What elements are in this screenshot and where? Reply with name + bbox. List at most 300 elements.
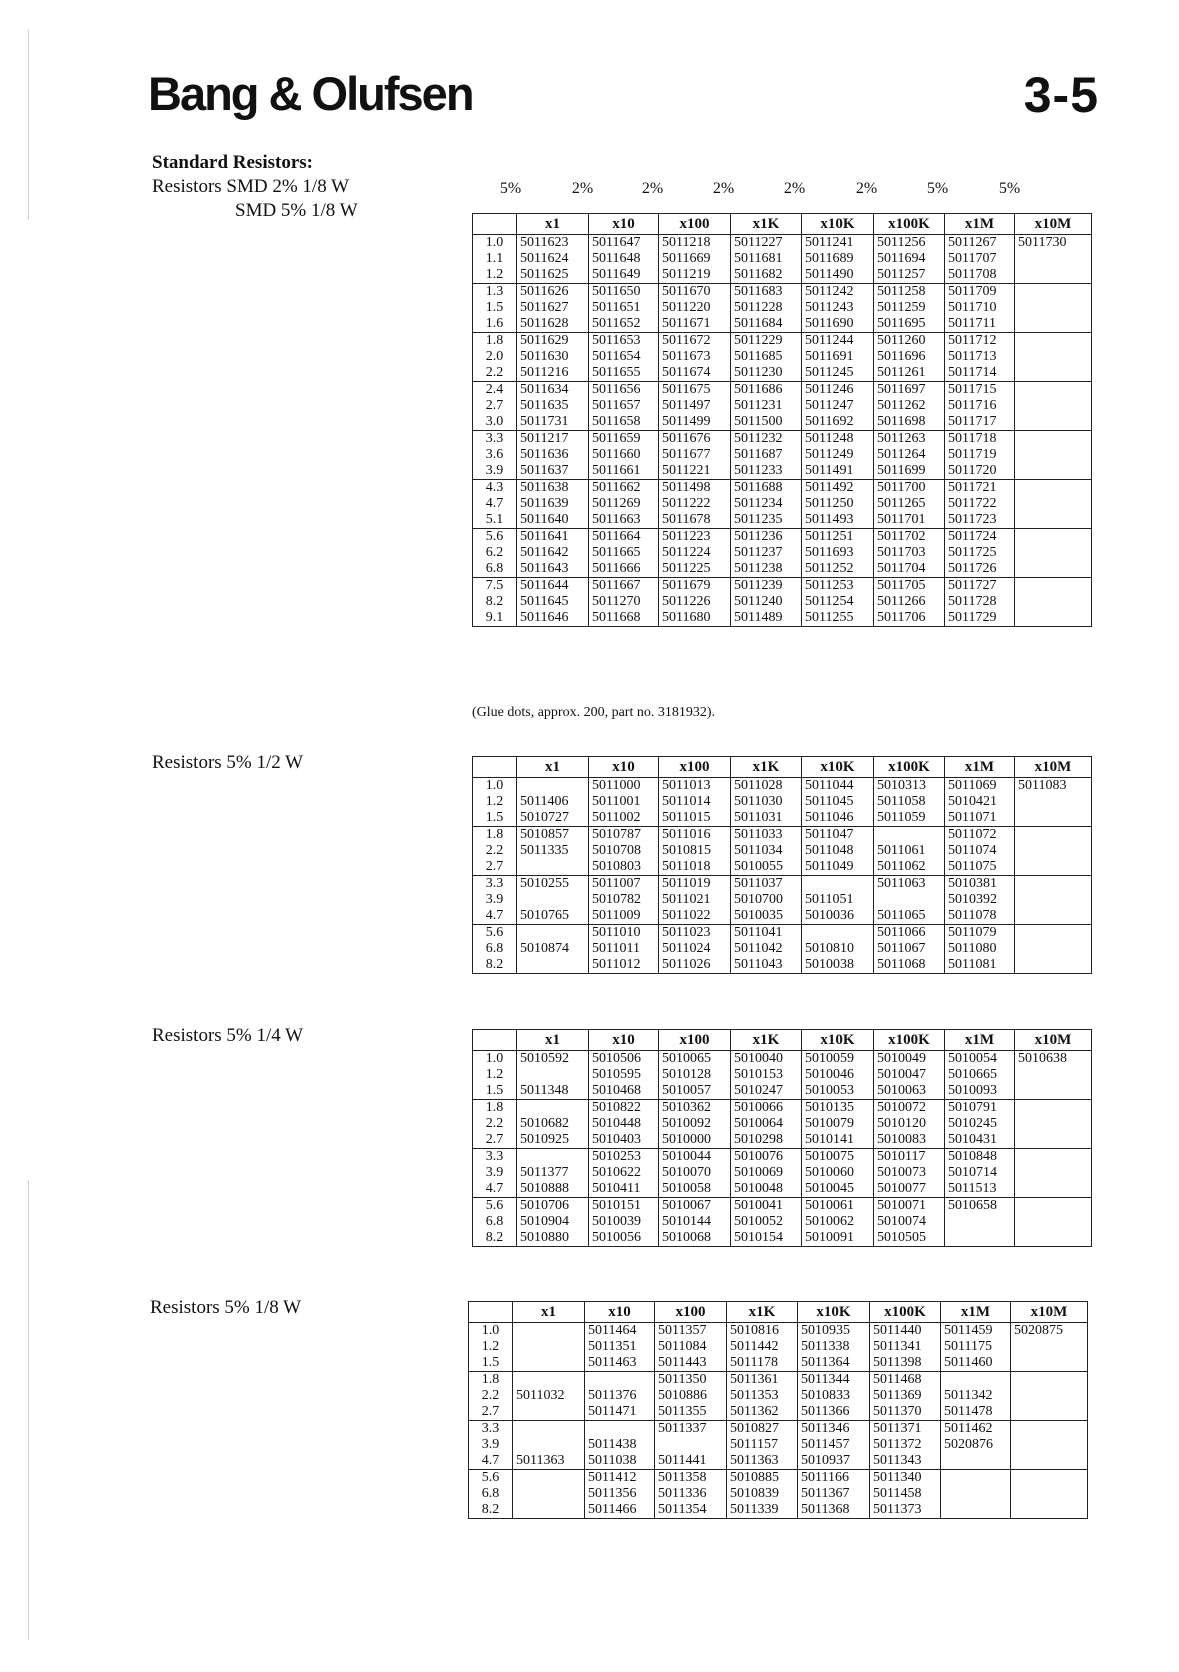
part-number: 5011626 [517,284,589,301]
part-number [1011,1453,1088,1470]
part-number [513,1486,585,1502]
table-row [473,778,1092,795]
part-number: 5011639 [517,496,589,512]
part-number [513,1404,585,1421]
part-number: 5011216 [517,365,589,382]
table-row [473,235,1092,252]
base-value: 3.3 [473,876,517,893]
part-number: 5011065 [874,908,945,925]
part-number: 5011681 [731,251,802,267]
part-number: 5011627 [517,300,589,316]
part-number: 5010381 [945,876,1015,893]
part-number: 5010665 [945,1067,1015,1083]
part-number: 5011685 [731,349,802,365]
part-number: 5011226 [659,594,731,610]
base-value: 1.0 [473,778,517,795]
part-number: 5011260 [874,333,945,350]
part-number: 5011489 [731,610,802,627]
part-number: 5011671 [659,316,731,333]
base-value: 5.1 [473,512,517,529]
base-value: 8.2 [473,594,517,610]
part-number: 5011660 [589,447,659,463]
part-number: 5011371 [870,1421,941,1438]
column-header-x1K: x1K [731,214,802,235]
part-number [1015,1230,1092,1247]
base-value: 3.3 [469,1421,513,1438]
base-value: 2.2 [473,843,517,859]
part-number [1011,1355,1088,1372]
part-number [1015,1083,1092,1100]
table-row [473,284,1092,301]
table-row [473,382,1092,399]
table-5pct-quarter-watt [472,1029,1092,1247]
part-number [517,859,589,876]
part-number [585,1421,655,1438]
table-row [469,1323,1088,1340]
part-number: 5010000 [659,1132,731,1149]
base-value: 1.1 [473,251,517,267]
table-row [469,1355,1088,1372]
part-number: 5010411 [589,1181,659,1198]
table-row [473,925,1092,942]
part-number: 5011655 [589,365,659,382]
part-number: 5010448 [589,1116,659,1132]
part-number: 5011230 [731,365,802,382]
part-number: 5010059 [802,1051,874,1068]
part-number [941,1470,1011,1487]
part-number [802,925,874,942]
part-number [1015,859,1092,876]
part-number: 5010682 [517,1116,589,1132]
part-number: 5011683 [731,284,802,301]
part-number: 5011265 [874,496,945,512]
part-number: 5010091 [802,1230,874,1247]
part-number [802,876,874,893]
part-number: 5011441 [655,1453,727,1470]
part-number: 5010063 [874,1083,945,1100]
part-number: 5011219 [659,267,731,284]
part-number: 5010053 [802,1083,874,1100]
part-number: 5011680 [659,610,731,627]
part-number: 5011270 [589,594,659,610]
part-number: 5011011 [589,941,659,957]
table-row [473,1132,1092,1149]
part-number: 5011368 [798,1502,870,1519]
brand-logo-text: Bang & Olufsen [148,67,473,120]
part-number: 5011335 [517,843,589,859]
part-number: 5011034 [731,843,802,859]
part-number: 5011016 [659,827,731,844]
part-number [1011,1470,1088,1487]
part-number: 5011067 [874,941,945,957]
part-number [1011,1502,1088,1519]
part-number: 5011676 [659,431,731,448]
part-number [1015,349,1092,365]
part-number: 5011010 [589,925,659,942]
part-number: 5011249 [802,447,874,463]
part-number: 5011719 [945,447,1015,463]
part-number: 5011048 [802,843,874,859]
part-number: 5010714 [945,1165,1015,1181]
part-number: 5011636 [517,447,589,463]
part-number: 5011356 [585,1486,655,1502]
tolerance-x100K: 2% [855,180,878,197]
part-number: 5011377 [517,1165,589,1181]
part-number: 5011069 [945,778,1015,795]
part-number: 5011442 [727,1339,798,1355]
base-value: 3.9 [469,1437,513,1453]
part-number: 5011722 [945,496,1015,512]
table-row [473,447,1092,463]
part-number: 5011372 [870,1437,941,1453]
part-number: 5010245 [945,1116,1015,1132]
base-value: 5.6 [473,529,517,546]
part-number: 5010135 [802,1100,874,1117]
part-number: 5010066 [731,1100,802,1117]
column-header-x100K: x100K [874,1030,945,1051]
part-number: 5011490 [802,267,874,284]
part-number: 5010052 [731,1214,802,1230]
part-number [1015,251,1092,267]
part-number: 5011061 [874,843,945,859]
part-number: 5011166 [798,1470,870,1487]
part-number: 5010833 [798,1388,870,1404]
part-number [1015,561,1092,578]
part-number: 5011081 [945,957,1015,974]
part-number: 5011022 [659,908,731,925]
table-row [473,365,1092,382]
part-number [1015,594,1092,610]
part-number: 5011665 [589,545,659,561]
base-value: 1.8 [473,1100,517,1117]
part-number: 5011366 [798,1404,870,1421]
part-number: 5011657 [589,398,659,414]
part-number [1015,398,1092,414]
part-number [1011,1404,1088,1421]
part-number: 5011373 [870,1502,941,1519]
part-number [1011,1388,1088,1404]
part-number: 5010064 [731,1116,802,1132]
part-number: 5011157 [727,1437,798,1453]
part-number: 5011703 [874,545,945,561]
part-number: 5011246 [802,382,874,399]
part-number [1015,447,1092,463]
part-number: 5011678 [659,512,731,529]
part-number: 5011492 [802,480,874,497]
part-number: 5010060 [802,1165,874,1181]
base-value: 3.6 [473,447,517,463]
part-number: 5011369 [870,1388,941,1404]
part-number: 5011059 [874,810,945,827]
part-number [517,892,589,908]
part-number: 5011245 [802,365,874,382]
part-number: 5010141 [802,1132,874,1149]
part-number: 5011364 [798,1355,870,1372]
part-number: 5011341 [870,1339,941,1355]
header-corner [469,1302,513,1323]
table-smd [472,213,1092,627]
tolerance-x1K: 2% [712,180,735,197]
base-value: 2.2 [469,1388,513,1404]
part-number: 5010727 [517,810,589,827]
part-number [1015,463,1092,480]
part-number: 5010070 [659,1165,731,1181]
part-number: 5011675 [659,382,731,399]
part-number: 5011679 [659,578,731,595]
part-number: 5011689 [802,251,874,267]
part-number [1015,382,1092,399]
part-number: 5010421 [945,794,1015,810]
table-row [473,594,1092,610]
part-number: 5011218 [659,235,731,252]
part-number: 5010392 [945,892,1015,908]
part-number: 5011348 [517,1083,589,1100]
part-number: 5011251 [802,529,874,546]
part-number [1015,333,1092,350]
column-header-x10K: x10K [802,214,874,235]
table-row [469,1372,1088,1389]
column-header-x10: x10 [585,1302,655,1323]
part-number: 5010120 [874,1116,945,1132]
part-number [1015,941,1092,957]
part-number: 5011696 [874,349,945,365]
part-number: 5010857 [517,827,589,844]
part-number: 5011673 [659,349,731,365]
part-number: 5011731 [517,414,589,431]
base-value: 3.9 [473,463,517,480]
part-number: 5011235 [731,512,802,529]
part-number: 5011662 [589,480,659,497]
part-number: 5011237 [731,545,802,561]
part-number: 5011083 [1015,778,1092,795]
part-number: 5011699 [874,463,945,480]
table-row [473,843,1092,859]
column-header-x1: x1 [513,1302,585,1323]
part-number [874,892,945,908]
part-number: 5010313 [874,778,945,795]
table-5pct-half-watt [472,756,1092,974]
base-value: 2.2 [473,365,517,382]
column-header-x1M: x1M [941,1302,1011,1323]
part-number: 5011031 [731,810,802,827]
base-value: 1.0 [469,1323,513,1340]
part-number [1015,1198,1092,1215]
column-header-x10: x10 [589,1030,659,1051]
page-number: 3-5 [1023,67,1099,123]
base-value: 1.3 [473,284,517,301]
table-row [473,827,1092,844]
part-number: 5011661 [589,463,659,480]
column-header-x1K: x1K [731,1030,802,1051]
part-number: 5011440 [870,1323,941,1340]
base-value: 1.5 [469,1355,513,1372]
part-number [1015,810,1092,827]
part-number: 5011354 [655,1502,727,1519]
part-number: 5011645 [517,594,589,610]
column-header-x100: x100 [659,757,731,778]
part-number [874,827,945,844]
part-number: 5011698 [874,414,945,431]
part-number: 5011457 [798,1437,870,1453]
part-number: 5011652 [589,316,659,333]
part-number: 5011353 [727,1388,798,1404]
base-value: 5.6 [473,1198,517,1215]
label-5pct-eighth-watt: Resistors 5% 1/8 W [150,1297,302,1318]
base-value: 6.8 [473,941,517,957]
part-number [1015,1214,1092,1230]
part-number: 5011718 [945,431,1015,448]
part-number: 5010039 [589,1214,659,1230]
table-row [473,431,1092,448]
part-number: 5011231 [731,398,802,414]
part-number: 5010815 [659,843,731,859]
scan-margin-line [28,30,29,220]
part-number: 5011707 [945,251,1015,267]
part-number: 5011044 [802,778,874,795]
part-number: 5010054 [945,1051,1015,1068]
part-number [513,1502,585,1519]
part-number: 5011628 [517,316,589,333]
part-number: 5011175 [941,1339,1011,1355]
part-number [1015,892,1092,908]
base-value: 2.7 [473,1132,517,1149]
part-number [941,1502,1011,1519]
part-number: 5011217 [517,431,589,448]
part-number: 5011340 [870,1470,941,1487]
base-value: 4.7 [473,1181,517,1198]
label-5pct-half-watt: Resistors 5% 1/2 W [152,752,304,773]
part-number [517,1067,589,1083]
part-number: 5011460 [941,1355,1011,1372]
table-row [469,1437,1088,1453]
table-row [473,545,1092,561]
part-number: 5011234 [731,496,802,512]
part-number: 5011376 [585,1388,655,1404]
base-value: 2.2 [473,1116,517,1132]
part-number [1015,610,1092,627]
part-number: 5010154 [731,1230,802,1247]
resistor-table [472,213,1092,627]
part-number: 5010468 [589,1083,659,1100]
part-number: 5011690 [802,316,874,333]
part-number: 5011015 [659,810,731,827]
part-number: 5011466 [585,1502,655,1519]
part-number: 5010093 [945,1083,1015,1100]
table-row [473,876,1092,893]
base-value: 1.2 [473,794,517,810]
part-number: 5011243 [802,300,874,316]
base-value: 8.2 [469,1502,513,1519]
part-number [1015,545,1092,561]
part-number: 5010065 [659,1051,731,1068]
part-number: 5011256 [874,235,945,252]
column-header-x100K: x100K [870,1302,941,1323]
part-number: 5010151 [589,1198,659,1215]
part-number: 5010040 [731,1051,802,1068]
part-number: 5011253 [802,578,874,595]
part-number: 5011644 [517,578,589,595]
part-number: 5011721 [945,480,1015,497]
part-number: 5011337 [655,1421,727,1438]
part-number: 5011729 [945,610,1015,627]
base-value: 2.7 [473,398,517,414]
part-number [585,1372,655,1389]
part-number: 5011677 [659,447,731,463]
part-number: 5011002 [589,810,659,827]
part-number: 5011702 [874,529,945,546]
part-number [1015,300,1092,316]
part-number: 5011267 [945,235,1015,252]
part-number [1015,957,1092,974]
part-number: 5010506 [589,1051,659,1068]
part-number: 5011229 [731,333,802,350]
part-number: 5011223 [659,529,731,546]
part-number: 5010592 [517,1051,589,1068]
table-row [473,1214,1092,1230]
part-number: 5011252 [802,561,874,578]
table-row [473,316,1092,333]
scan-margin-line [28,1180,29,1640]
part-number: 5010880 [517,1230,589,1247]
part-number: 5011037 [731,876,802,893]
part-number: 5011686 [731,382,802,399]
part-number: 5010073 [874,1165,945,1181]
part-number: 5011342 [941,1388,1011,1404]
part-number: 5011458 [870,1486,941,1502]
part-number: 5011692 [802,414,874,431]
column-header-x1: x1 [517,757,589,778]
part-number: 5010074 [874,1214,945,1230]
part-number [513,1323,585,1340]
table-row [473,941,1092,957]
part-number: 5011062 [874,859,945,876]
base-value: 9.1 [473,610,517,627]
table-row [473,1051,1092,1068]
part-number [1015,496,1092,512]
part-number [1015,267,1092,284]
part-number: 5010791 [945,1100,1015,1117]
part-number: 5010069 [731,1165,802,1181]
part-number: 5011339 [727,1502,798,1519]
part-number [941,1486,1011,1502]
part-number: 5011712 [945,333,1015,350]
part-number: 5011021 [659,892,731,908]
part-number: 5010253 [589,1149,659,1166]
part-number [1015,284,1092,301]
part-number [1015,414,1092,431]
part-number: 5011648 [589,251,659,267]
column-header-x100: x100 [659,214,731,235]
part-number: 5010658 [945,1198,1015,1215]
column-header-x100: x100 [655,1302,727,1323]
table-row [469,1486,1088,1502]
part-number: 5010803 [589,859,659,876]
part-number: 5010062 [802,1214,874,1230]
part-number: 5010787 [589,827,659,844]
part-number: 5011713 [945,349,1015,365]
part-number: 5011691 [802,349,874,365]
base-value: 4.7 [473,496,517,512]
part-number: 5011730 [1015,235,1092,252]
part-number: 5011462 [941,1421,1011,1438]
part-number [1015,925,1092,942]
part-number: 5010144 [659,1214,731,1230]
part-number [1011,1372,1088,1389]
part-number: 5010885 [727,1470,798,1487]
standard-resistors-title: Standard Resistors: [152,152,313,173]
part-number [1011,1339,1088,1355]
part-number: 5011074 [945,843,1015,859]
